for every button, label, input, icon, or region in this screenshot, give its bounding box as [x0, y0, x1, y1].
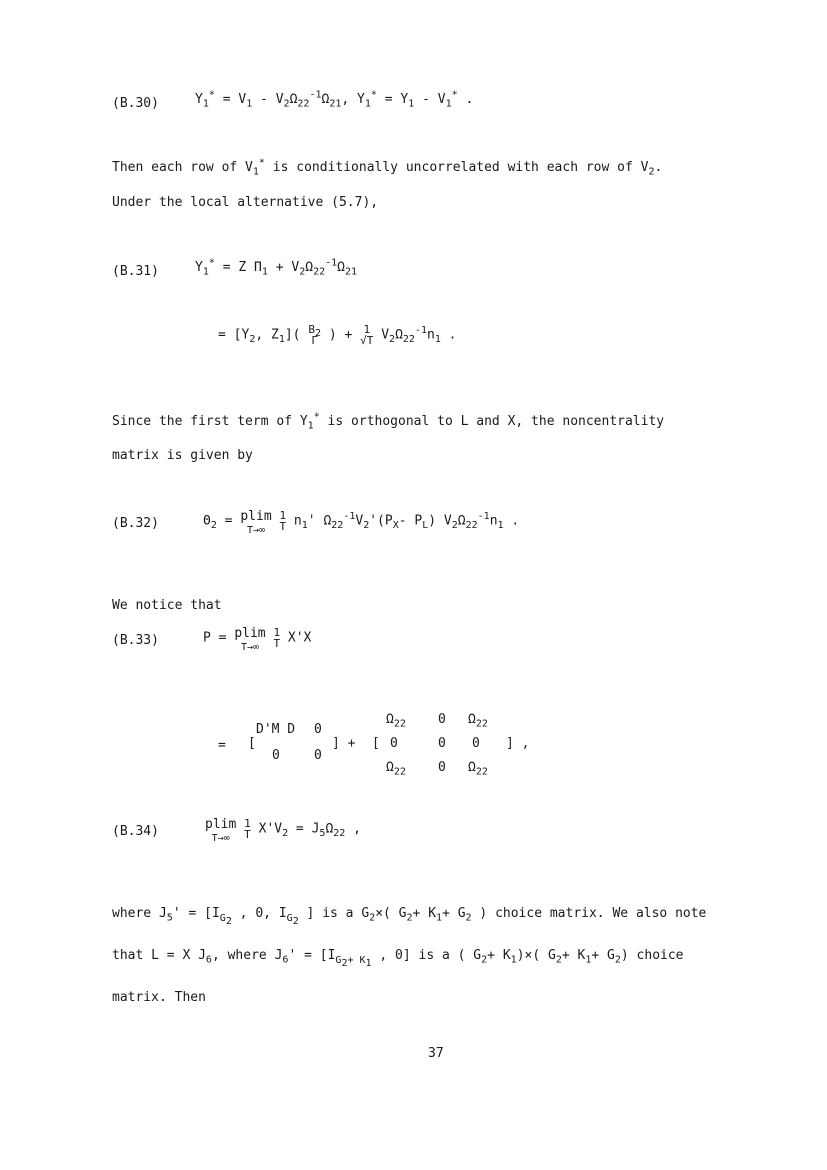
paragraph-line: Under the local alternative (5.7), [112, 195, 379, 210]
text-fragment: is orthogonal to L and X, the noncentrality [319, 414, 665, 429]
text-fragment: is conditionally uncorrelated with each row of V [264, 160, 649, 175]
equation-label-b30: (B.30) [112, 96, 159, 111]
text-fragment: choice [636, 948, 684, 963]
equation-b33-matrix: = [ D'M D 0 0 0 ] + [ $\Omega_{22}$ 0 $\Omega_{22}$ 0 0 0 $\Omega_{22}$ 0 $\Omega_{22}$ ] , [218, 712, 530, 778]
equation-b32: $\Theta_2 = plim$ T→∞ 1 T $n_1'$ $\Omega_{22}^{-1}V_2'(P_X-$ $P_L$) $V_2\Omega_{22}^{-1}n_1$ . [203, 509, 520, 536]
equation-b34: plim T→∞ 1 T $X'V_2 = J_5\Omega_{22}$ , [205, 817, 361, 844]
equation-b33-line1: P = plim T→∞ 1 T X'X [203, 626, 312, 653]
equation-label-b34: (B.34) [112, 824, 159, 839]
equation-label-b32: (B.32) [112, 516, 159, 531]
text-fragment: that L = X J [112, 948, 206, 963]
equation-b30: $Y_1^* = V_1 - V_2\Omega_{22}^{-1}\Omega_{21}$, $Y_1^* = Y_1 - V_1^*$ . [195, 89, 474, 110]
page-number: 37 [428, 1046, 444, 1061]
equation-b31-line2: = [$Y_2$, $Z_1$]( $B_2$ Γ ) + 1 √T $V_2\Omega_{22}^{-1}n_1$ . [218, 323, 457, 347]
equation-label-b31: (B.31) [112, 264, 159, 279]
text-fragment: is a G [322, 906, 370, 921]
equation-b31-line1: $Y_1^* = Z$ $\Pi_1 + V_2\Omega_{22}^{-1}\Omega_{21}$ [195, 257, 358, 278]
paragraph-line: that L = X $J_6$, where $J_6' = [I_{G_2+ K_1}$ , 0] is a ( $G_2+ K_1)\times$( $G_2+ K_1+ G_2$) choice [112, 948, 684, 969]
paragraph-line: matrix is given by [112, 448, 253, 463]
text-fragment: , where J [211, 948, 283, 963]
paragraph-line: where $J_5' = [I_{G_2}$ , 0, $I_{G_2}$ ] is a $G_2\times$( $G_2+ K_1+ G_2$ ) choice matrix. We also note [112, 906, 707, 927]
text-fragment: Since the first term of Y [112, 414, 308, 429]
text-fragment: Then each row of V [112, 160, 253, 175]
text-fragment: where J [112, 906, 167, 921]
paragraph-line: matrix. Then [112, 990, 206, 1005]
equation-label-b33: (B.33) [112, 633, 159, 648]
paragraph-line: Then each row of $V_1^*$ is conditionally uncorrelated with each row of $V_2$. [112, 157, 663, 178]
paragraph-line: We notice that [112, 598, 222, 613]
paragraph-line: Since the first term of $Y_1^*$ is orthogonal to L and X, the noncentrality [112, 411, 665, 432]
text-fragment: choice matrix. We also note [495, 906, 707, 921]
